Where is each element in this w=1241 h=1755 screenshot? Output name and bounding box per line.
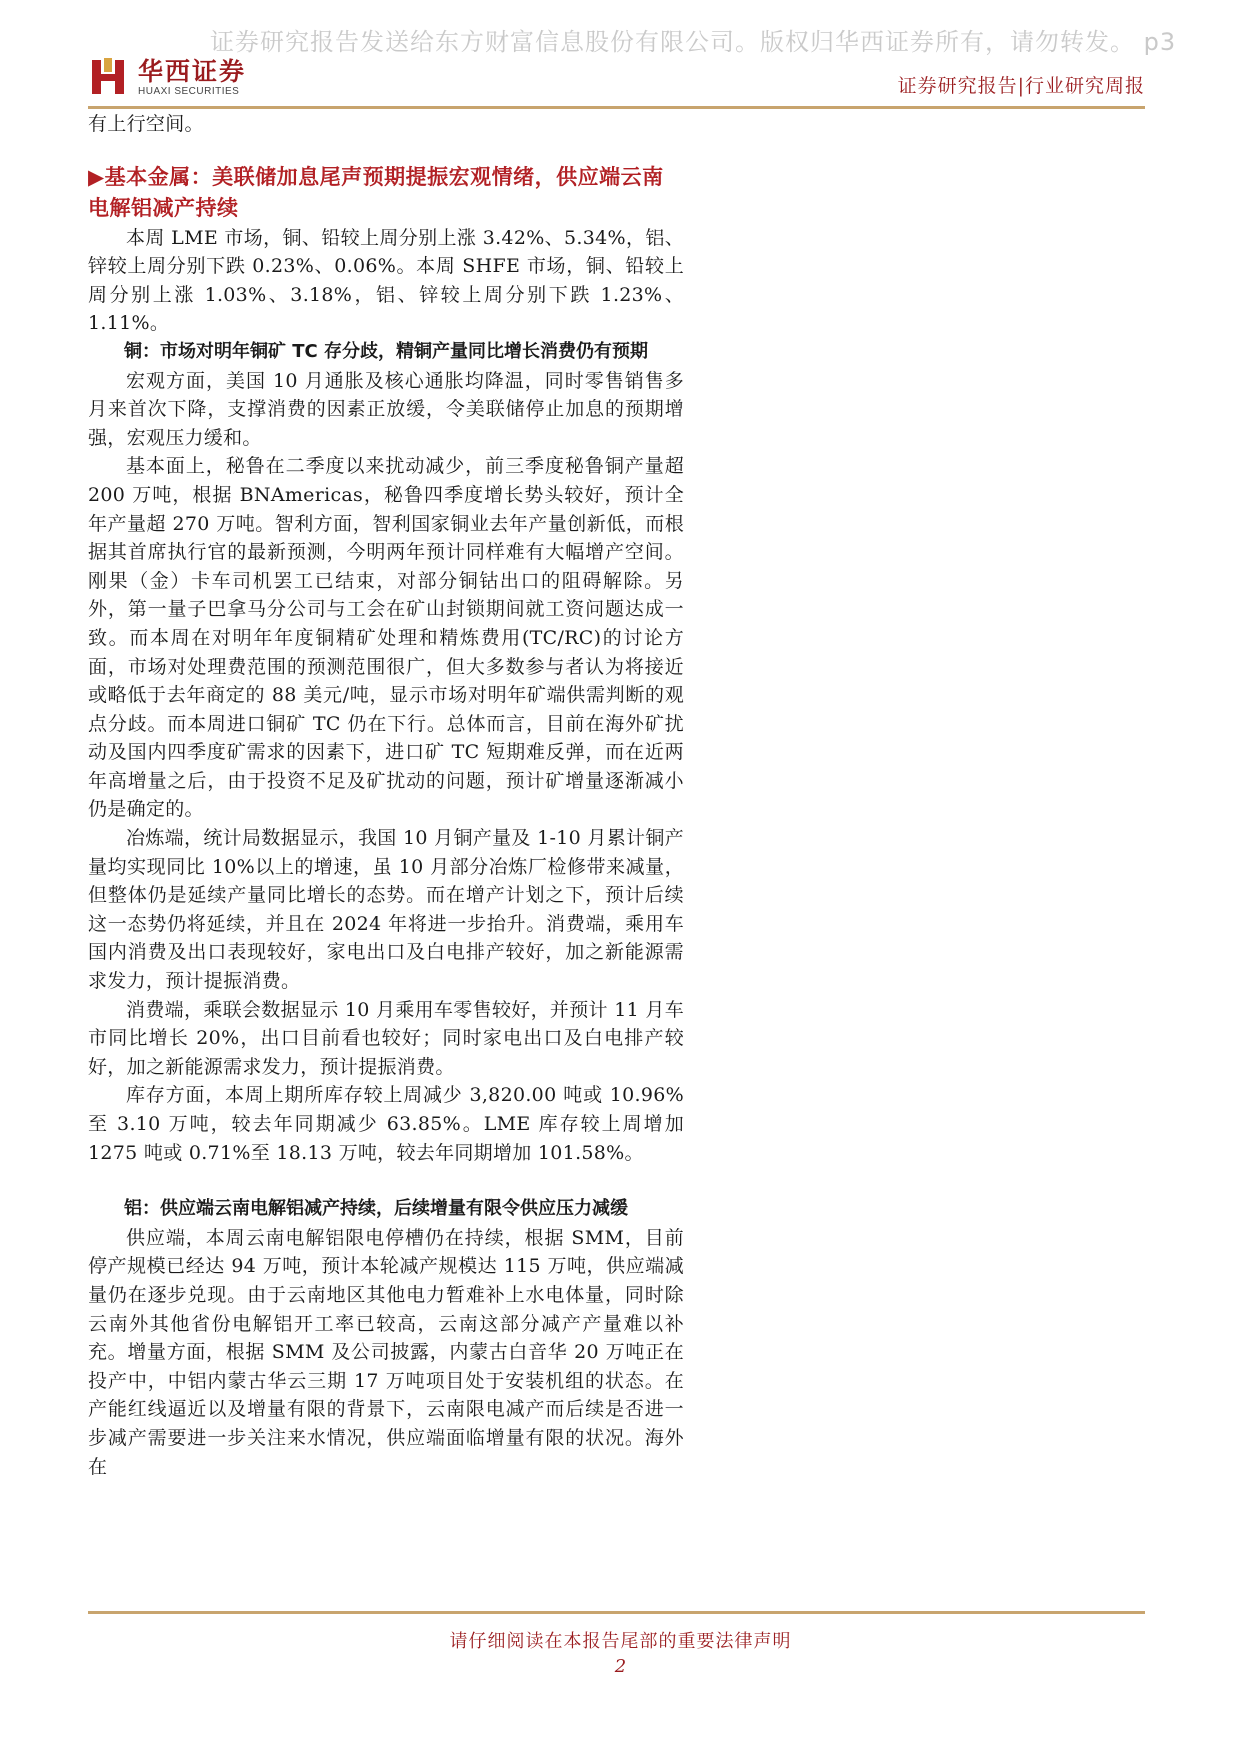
huaxi-logo-icon bbox=[88, 56, 130, 98]
header-divider bbox=[88, 106, 1145, 109]
paragraph-aluminum-supply: 供应端，本周云南电解铝限电停槽仍在持续，根据 SMM，目前停产规模已经达 94 万吨，预计本轮减产规模达 115 万吨，供应端减量仍在逐步兑现。由于云南地区其他电力暂难补上水电体量，同时除云南外其他省份电解铝开工率已较高，云南这部分减产产量难以补充。增量方面，根据 SMM 及公司披露，内蒙古白音华 20 万吨正在投产中，中铝内蒙古华云三期 17 万吨项目处于安装机组的状态。在产能红线逼近以及增量有限的背景下，云南限电减产而后续是否进一步减产需要进一步关注来水情况，供应端面临增量有限的状况。海外在 bbox=[88, 1226, 684, 1478]
paragraph-copper-fundamentals: 基本面上，秘鲁在二季度以来扰动减少，前三季度秘鲁铜产量超 200 万吨，根据 BNAmericas，秘鲁四季度增长势头较好，预计全年产量超 270 万吨。智利方面，智利国家铜业去年产量创新低，而根据其首席执行官的最新预测，今明两年预计同样难有大幅增产空间。刚果（金）卡车司机罢工已结束，对部分铜钴出口的阻碍解除。另外，第一量子巴拿马分公司与工会在矿山封锁期间就工资问题达成一致。而本周在对明年年度铜精矿处理和精炼费用(TC/RC)的讨论方面，市场对处理费范围的预测范围很广，但大多数参与者认为将接近或略低于去年商定的 88 美元/吨，显示市场对明年矿端供需判断的观点分歧。而本周进口铜矿 TC 仍在下行。总体而言，目前在海外矿扰动及国内四季度矿需求的因素下，进口矿 TC 短期难反弹，而在近两年高增量之后，由于投资不足及矿扰动的问题，预计矿增量逐渐减小仍是确定的。 bbox=[88, 455, 684, 821]
paragraph-copper-smelting: 冶炼端，统计局数据显示，我国 10 月铜产量及 1-10 月累计铜产量均实现同比 10%以上的增速，虽 10 月部分冶炼厂检修带来减量，但整体仍是延续产量同比增长的态势。而在增产计划之下，预计后续这一态势仍将延续，并且在 2024 年将进一步抬升。消费端，乘用车国内消费及出口表现较好，家电出口及白电排产较好，加之新能源需求发力，预计提振消费。 bbox=[88, 827, 684, 993]
section-title-base-metals: ▶基本金属：美联储加息尾声预期提振宏观情绪，供应端云南电解铝减产持续 bbox=[88, 164, 664, 220]
logo-chinese-name: 华西证券 bbox=[138, 56, 247, 86]
subsection-title-aluminum: 铝：供应端云南电解铝减产持续，后续增量有限令供应压力减缓 bbox=[124, 1198, 628, 1220]
paragraph-copper-consumption: 消费端，乘联会数据显示 10 月乘用车零售较好，并预计 11 月车市同比增长 20%，出口目前看也较好；同时家电出口及白电排产较好，加之新能源需求发力，预计提振消费。 bbox=[88, 998, 684, 1078]
footer-divider bbox=[88, 1611, 1145, 1614]
page-number: 2 bbox=[614, 1656, 627, 1677]
lead-text: 有上行空间。 bbox=[88, 113, 204, 135]
report-type-label: 证券研究报告|行业研究周报 bbox=[897, 75, 1145, 97]
paragraph-copper-inventory: 库存方面，本周上期所库存较上周减少 3,820.00 吨或 10.96%至 3.10 万吨，较去年同期减少 63.85%。LME 库存较上周增加 1275 吨或 0.71%至 18.13 万吨，较去年同期增加 101.58%。 bbox=[88, 1084, 684, 1164]
watermark-text: 证券研究报告发送给东方财富信息股份有限公司。版权归华西证券所有，请勿转发。 p3 bbox=[210, 28, 1177, 56]
paragraph-market: 本周 LME 市场，铜、铅较上周分别上涨 3.42%、5.34%，铝、锌较上周分别下跌 0.23%、0.06%。本周 SHFE 市场，铜、铅较上周分别上涨 1.03%、3.18%，铝、锌较上周分别下跌 1.23%、1.11%。 bbox=[88, 226, 684, 335]
logo-english-name: HUAXI SECURITIES bbox=[138, 85, 240, 97]
paragraph-copper-macro: 宏观方面，美国 10 月通胀及核心通胀均降温，同时零售销售多月来首次下降，支撑消费的因素正放缓，令美联储停止加息的预期增强，宏观压力缓和。 bbox=[88, 369, 684, 449]
report-body bbox=[88, 110, 684, 1481]
subsection-title-copper: 铜：市场对明年铜矿 TC 存分歧，精铜产量同比增长消费仍有预期 bbox=[124, 340, 649, 362]
legal-notice: 请仔细阅读在本报告尾部的重要法律声明 bbox=[449, 1631, 792, 1652]
company-logo bbox=[88, 56, 246, 98]
